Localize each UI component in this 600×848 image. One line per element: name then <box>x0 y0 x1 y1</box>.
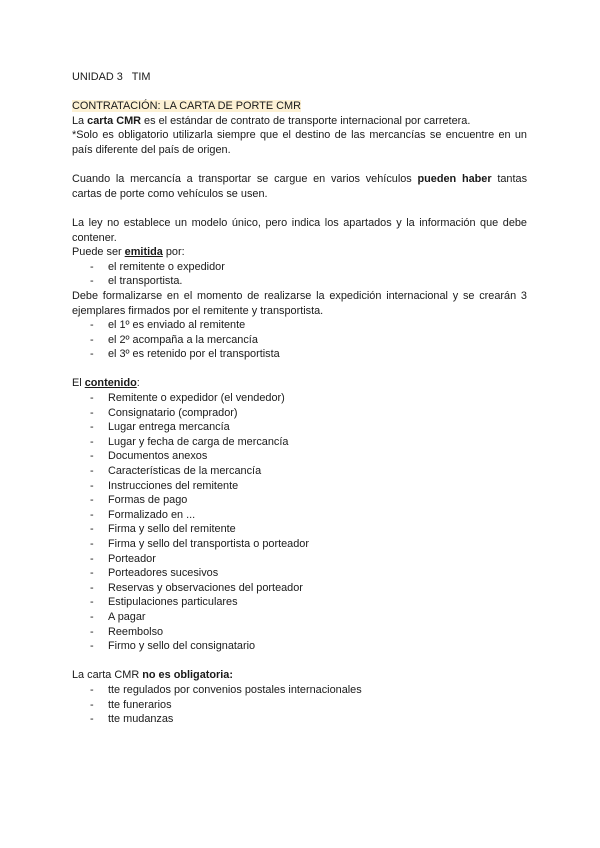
copies-list <box>72 318 527 362</box>
emitida-term: emitida <box>124 246 163 259</box>
list-item: - Estipulaciones particulares <box>90 596 238 609</box>
list-item: - Instrucciones del remitente <box>90 479 239 492</box>
list-item: - Porteador <box>90 552 156 565</box>
list-item: - el transportista. <box>90 275 183 288</box>
unit-header: UNIDAD 3 TIM <box>72 71 151 83</box>
list-item: - Consignatario (comprador) <box>90 406 238 419</box>
pueden-haber-term: pueden haber <box>417 173 492 186</box>
vehicles-paragraph: Cuando la mercancía a transportar se cargue en varios vehículos pueden haber tantas cartas de porte como vehículos se usen. <box>72 173 528 200</box>
list-item: - Lugar y fecha de carga de mercancía <box>90 435 289 448</box>
carta-cmr-term: carta CMR <box>87 114 142 127</box>
list-item: - Firma y sello del remitente <box>90 523 236 536</box>
list-item: - tte regulados por convenios postales internacionales <box>90 683 362 696</box>
list-item: - el 2º acompaña a la mercancía <box>90 333 258 346</box>
list-item: - Reembolso <box>90 625 164 638</box>
list-item: - el 3º es retenido por el transportista <box>90 348 280 361</box>
list-item: - Lugar entrega mercancía <box>90 421 230 434</box>
list-item: - Firmo y sello del consignatario <box>90 640 256 653</box>
emitida-list <box>72 260 527 289</box>
no-obligatoria-term: no es obligatoria: <box>142 669 233 682</box>
no-obligatoria-list <box>72 683 527 727</box>
list-item: - Características de la mercancía <box>90 465 262 478</box>
list-item: - Firma y sello del transportista o porteador <box>90 538 309 550</box>
list-item: - A pagar <box>90 610 146 623</box>
list-item: - Porteadores sucesivos <box>90 567 219 580</box>
law-paragraph: La ley no establece un modelo único, pero indica los apartados y la información que debe contener. <box>72 216 527 244</box>
list-item: - Remitente o expedidor (el vendedor) <box>90 392 285 405</box>
list-item: - Formas de pago <box>90 494 188 507</box>
no-obligatoria-paragraph: La carta CMR no es obligatoria: <box>72 669 233 682</box>
list-item: - el 1º es enviado al remitente <box>90 319 246 332</box>
contenido-paragraph: El contenido: <box>72 377 140 390</box>
list-item: - Reservas y observaciones del porteador <box>90 581 303 594</box>
intro-paragraph: La carta CMR es el estándar de contrato de transporte internacional por carretera. <box>72 114 471 127</box>
section-title: CONTRATACIÓN: LA CARTA DE PORTE CMR <box>72 100 301 113</box>
list-item: - el remitente o expedidor <box>90 260 225 273</box>
list-item: - tte funerarios <box>90 698 172 711</box>
note-paragraph: *Solo es obligatorio utilizarla siempre que el destino de las mercancías se encuentre en un país diferente del país de origen. <box>72 129 527 156</box>
section-title-line <box>72 99 527 114</box>
contenido-list <box>72 391 527 654</box>
list-item: - Formalizado en ... <box>90 508 196 521</box>
document-body <box>72 70 527 727</box>
list-item: - tte mudanzas <box>90 713 174 726</box>
list-item: - Documentos anexos <box>90 450 208 463</box>
formalize-paragraph: Debe formalizarse en el momento de realizarse la expedición internacional y se crearán 3 ejemplares firmados por el remitente y transportista. <box>72 289 527 317</box>
emitida-paragraph: Puede ser emitida por: <box>72 246 185 259</box>
contenido-term: contenido <box>84 377 137 390</box>
